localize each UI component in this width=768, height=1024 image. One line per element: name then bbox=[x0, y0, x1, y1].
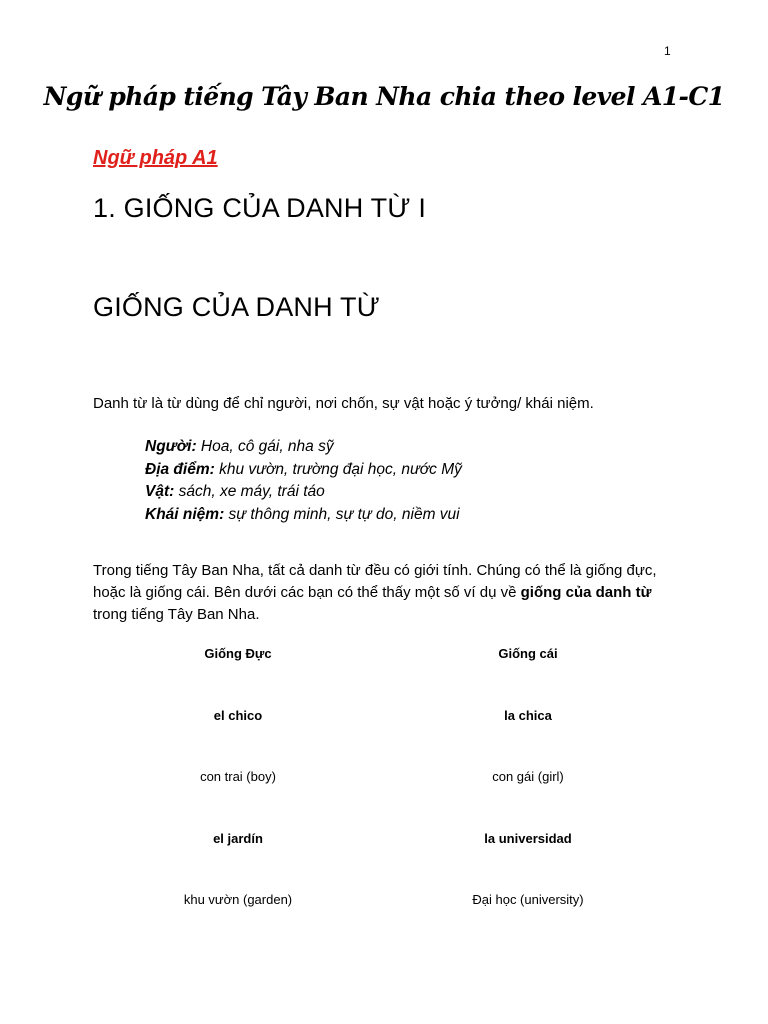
section-heading: GIỐNG CỦA DANH TỪ bbox=[93, 292, 380, 322]
example-text: Hoa, cô gái, nha sỹ bbox=[196, 438, 334, 455]
paragraph-bold-term: giống của danh từ bbox=[520, 584, 652, 601]
paragraph-text: Trong tiếng Tây Ban Nha, tất cả danh từ đều có giới tính. Chúng có thể là giống đực, hoặc là giống cái. Bên dưới các bạn có thể thấy một số ví dụ về bbox=[93, 562, 657, 601]
table-cell-masculine: el chico bbox=[213, 707, 263, 723]
column-header-feminine: Giống cái bbox=[498, 646, 558, 661]
table-header-row bbox=[93, 643, 673, 705]
example-item bbox=[145, 504, 462, 527]
table-cell-feminine: la chica bbox=[504, 707, 552, 723]
table-row bbox=[93, 705, 673, 767]
level-heading: Ngữ pháp A1 bbox=[93, 147, 218, 169]
table-cell-masculine: con trai (boy) bbox=[200, 769, 276, 785]
paragraph-text-end: trong tiếng Tây Ban Nha. bbox=[93, 606, 260, 623]
example-text: sách, xe máy, trái táo bbox=[174, 483, 325, 500]
table-cell-feminine: la universidad bbox=[484, 830, 572, 846]
table-row bbox=[93, 828, 673, 890]
table-cell-feminine: Đại học (university) bbox=[472, 892, 584, 908]
example-item bbox=[145, 481, 462, 504]
gender-table bbox=[93, 643, 673, 951]
table-cell-masculine: el jardín bbox=[213, 830, 263, 846]
examples-list bbox=[145, 436, 462, 526]
gender-paragraph bbox=[93, 560, 673, 626]
lesson-heading: 1. GIỐNG CỦA DANH TỪ I bbox=[93, 193, 427, 223]
example-label: Vật: bbox=[145, 483, 175, 500]
example-text: khu vườn, trường đại học, nước Mỹ bbox=[214, 460, 462, 478]
table-cell-feminine: con gái (girl) bbox=[492, 769, 564, 785]
column-header-masculine: Giống Đực bbox=[204, 646, 272, 661]
example-text: sự thông minh, sự tự do, niềm vui bbox=[224, 505, 460, 523]
table-row bbox=[93, 766, 673, 828]
document-title: Ngữ pháp tiếng Tây Ban Nha chia theo level A1-C1 bbox=[43, 82, 725, 111]
example-label: Người: bbox=[145, 438, 197, 455]
example-item bbox=[145, 459, 462, 482]
intro-text: Danh từ là từ dùng để chỉ người, nơi chốn, sự vật hoặc ý tưởng/ khái niệm. bbox=[93, 395, 594, 412]
example-label: Khái niệm: bbox=[145, 505, 225, 523]
table-cell-masculine: khu vườn (garden) bbox=[183, 892, 293, 908]
table-row bbox=[93, 889, 673, 951]
example-item bbox=[145, 436, 462, 459]
example-label: Địa điểm: bbox=[145, 460, 215, 478]
page-number: 1 bbox=[664, 44, 671, 58]
